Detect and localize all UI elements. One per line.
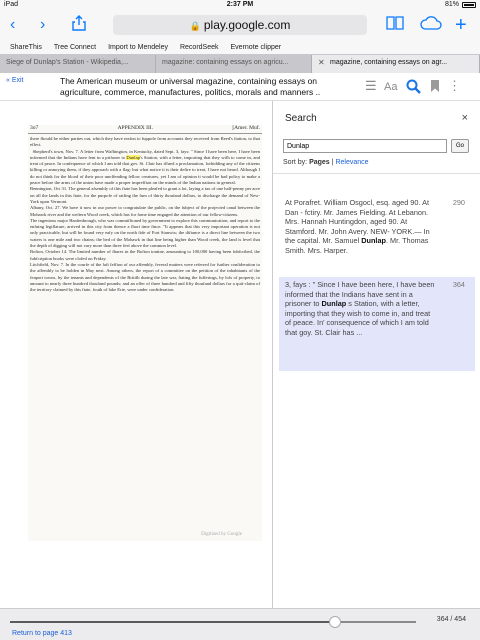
contents-icon[interactable]: ☰ bbox=[365, 78, 377, 93]
bookmark-tree-connect[interactable]: Tree Connect bbox=[53, 43, 97, 51]
result-page-number: 290 bbox=[452, 198, 465, 207]
result-page-number: 364 bbox=[452, 280, 465, 289]
battery-icon bbox=[462, 2, 476, 8]
scan-paragraph: there fhould be either parties out, which they have reafon to fuppofe from accounts they received from Reed's ftation, to that effect. bbox=[30, 136, 260, 148]
page-viewer[interactable] bbox=[0, 101, 272, 608]
book-title: The American museum or universal magazine, containing essays on agriculture, commerce, manufactures, politics, morals and manners .. bbox=[60, 76, 321, 97]
reading-list-icon[interactable] bbox=[386, 15, 404, 37]
battery-indicator bbox=[445, 1, 476, 8]
scan-paragraph: Albany, Oct. 27. We have it now in our power to congratulate the public, on the fubject of the projected canal between the Mohawk river and the weftern Wood creek, which has for fome time engaged the attention of our fellow-citizens. bbox=[30, 205, 260, 217]
bookmark-recordseek[interactable]: RecordSeek bbox=[179, 43, 219, 51]
back-icon[interactable]: ‹ bbox=[10, 16, 16, 33]
close-icon[interactable]: × bbox=[461, 112, 468, 124]
page-navigation-bar bbox=[0, 608, 480, 640]
sort-label: Sort by: bbox=[283, 159, 308, 166]
page-slider-fill bbox=[10, 621, 335, 623]
scan-paragraph: Shepherd's town, Nov. 7. A letter from Wafhington, in Kentucky, dated Sept. 3, fays: " Since I have been here, I have been informed that the Indians have fent in a prifoner to Dunlap's Station, with a letter, importing that they wifh to come in, and treat of peace. In confequence of which I am told that gov. St. Clair has iffued a proclamation, forbidding any of the citizens killing or annoying them, if they approach with a flag: but what notice it is their defire to treat, I have not heard. Although I do not think for the blood of their poor unoffending fellow creatures, yet I am of opinion it would be bad policy to make a peace before the arms of the union have made a proper impreffion on the minds of the Indian nations in general. bbox=[30, 148, 261, 186]
clock: 2:37 PM bbox=[226, 1, 254, 8]
search-panel-title: Search bbox=[285, 112, 317, 124]
sort-relevance-link[interactable]: Relevance bbox=[335, 159, 369, 166]
bookmark-mendeley[interactable]: Import to Mendeley bbox=[108, 43, 168, 51]
lock-icon: 🔒 bbox=[189, 21, 201, 31]
scan-running-head bbox=[28, 125, 262, 134]
search-panel-header bbox=[273, 101, 480, 135]
digitized-watermark: Digitized by Google bbox=[201, 532, 242, 537]
scan-page-number: 3o7 bbox=[30, 125, 39, 131]
return-to-page-link[interactable]: Return to page 413 bbox=[12, 630, 72, 637]
scan-body bbox=[28, 136, 262, 293]
tab-magazine-active[interactable] bbox=[312, 55, 480, 73]
search-result[interactable] bbox=[279, 195, 475, 260]
page-slider-thumb[interactable] bbox=[329, 616, 341, 628]
bookmark-evernote[interactable]: Evernote clipper bbox=[230, 43, 282, 51]
carrier-label: iPad bbox=[4, 1, 19, 8]
go-button[interactable]: Go bbox=[451, 139, 469, 153]
result-snippet: 3, fays : " Since I have been here, I have been informed that the Indians have sent in a prisoner to Dunlap s Station, with a letter, importing that they wish to come in, and treat of peace. In' consequence of which I am told that goy. St. Clair has ... bbox=[285, 280, 435, 337]
tab-bar bbox=[0, 55, 480, 73]
share-icon[interactable] bbox=[72, 15, 86, 37]
url-text: play.google.com bbox=[203, 18, 291, 32]
bookmarks-bar bbox=[0, 40, 480, 55]
search-result-selected[interactable] bbox=[279, 277, 475, 371]
scan-paragraph: Bofton, October 14. The limited number of fhares in the Bofton tontine, amounting to 100,000 having been fubfcribed, the fubfcription books were clofed on Friday. bbox=[30, 249, 260, 261]
scan-paragraph: The ingenious major Hardenbrough, who was commiffioned by government to explore this communication, and report to the enfuing legiflature, arrived in this city from thence a fhort time fince. "It appears that this very important operation is not only practicable, but will be found very eafy on the north fide of Fort Stanwix; the diftance is a direct line between the two waters is one mile and two chains; the bed of the Mohawk in that line being higher than Wood creek, the land is level that the depth of digging will not vary more than three feet above the common level. bbox=[30, 217, 260, 249]
tab-label: Siege of Dunlap's Station - Wikipedia,... bbox=[6, 59, 129, 66]
sort-options bbox=[283, 159, 369, 166]
search-input[interactable] bbox=[283, 139, 447, 153]
scan-heading-right: [Amer. Muf. bbox=[232, 125, 260, 131]
divider bbox=[273, 173, 480, 174]
font-size-icon[interactable]: Aa bbox=[384, 81, 398, 93]
search-panel bbox=[272, 101, 480, 608]
scan-heading: APPENDIX III. bbox=[117, 125, 154, 131]
tab-close-icon[interactable]: ✕ bbox=[318, 58, 325, 67]
more-options-icon[interactable]: ⋮ bbox=[448, 78, 461, 93]
page-slider[interactable] bbox=[10, 621, 416, 623]
sort-separator: | bbox=[331, 159, 334, 166]
tab-wikipedia[interactable] bbox=[0, 55, 156, 73]
bookmark-sharethis[interactable]: ShareThis bbox=[10, 43, 42, 51]
sort-pages: Pages bbox=[309, 159, 330, 166]
search-form bbox=[283, 139, 469, 153]
book-header bbox=[0, 73, 480, 101]
search-highlight: Dunlap bbox=[126, 154, 140, 160]
scan-paragraph: Bennington, Oct 31. The general afsembly of this ftate has been pleafed to grant a lot, laying a tax of one half-penny per acre on all the lands in this ftate, for the purpofe of raifing the fum of thirty thoufand dollars, to discharge the demand of New-York upon Vermont. bbox=[30, 186, 260, 204]
scan-paragraph: Litchfield, Nov. 7. In the courfe of the laft feffion of our affembly, feveral matters were referred for further confideration to the affembly to be holden in May next. Among others, the report of a committee on the petition of the inhabitants of the feaport towns, by the tenants and dependents of the Britifh during the late war, ftating the fufferings, by lofs of property, to amount to nearly three hundred thoufand pounds; and an offer of three hundred and fifty thoufand dollars for a quit-claim of the territory claimed by this ftate, fouth of lake Erie, were under confideration. bbox=[30, 261, 260, 293]
status-bar bbox=[0, 0, 480, 10]
battery-percent: 81% bbox=[444, 1, 459, 8]
address-bar[interactable] bbox=[113, 15, 367, 35]
exit-link[interactable]: « Exit bbox=[6, 77, 24, 84]
tab-magazine-1[interactable] bbox=[156, 55, 312, 73]
forward-icon[interactable]: › bbox=[40, 16, 46, 33]
search-icon[interactable] bbox=[406, 79, 421, 97]
page-counter: 364 / 454 bbox=[436, 616, 466, 623]
tab-label: magazine: containing essays on agricu... bbox=[162, 59, 289, 66]
scanned-page-image bbox=[28, 125, 262, 541]
new-tab-icon[interactable]: + bbox=[455, 14, 467, 36]
result-snippet: At Porafret. William Osgocl, esq. aged 90. At Dan - fctiry. Mr. James Fielding. At Lebanon. Mrs. Hannah Huntingdon, aged 90. At Stamford. Mr. John Avery. NEW- YORK.— In the capital. Mr. Samuel Dunlap. Mr. Thomas Smith. Mrs. Harper. bbox=[285, 198, 430, 255]
browser-toolbar bbox=[0, 10, 480, 40]
bookmark-icon[interactable] bbox=[430, 79, 440, 96]
tab-label: magazine, containing essays on agr... bbox=[330, 59, 448, 66]
icloud-tabs-icon[interactable] bbox=[420, 15, 442, 37]
